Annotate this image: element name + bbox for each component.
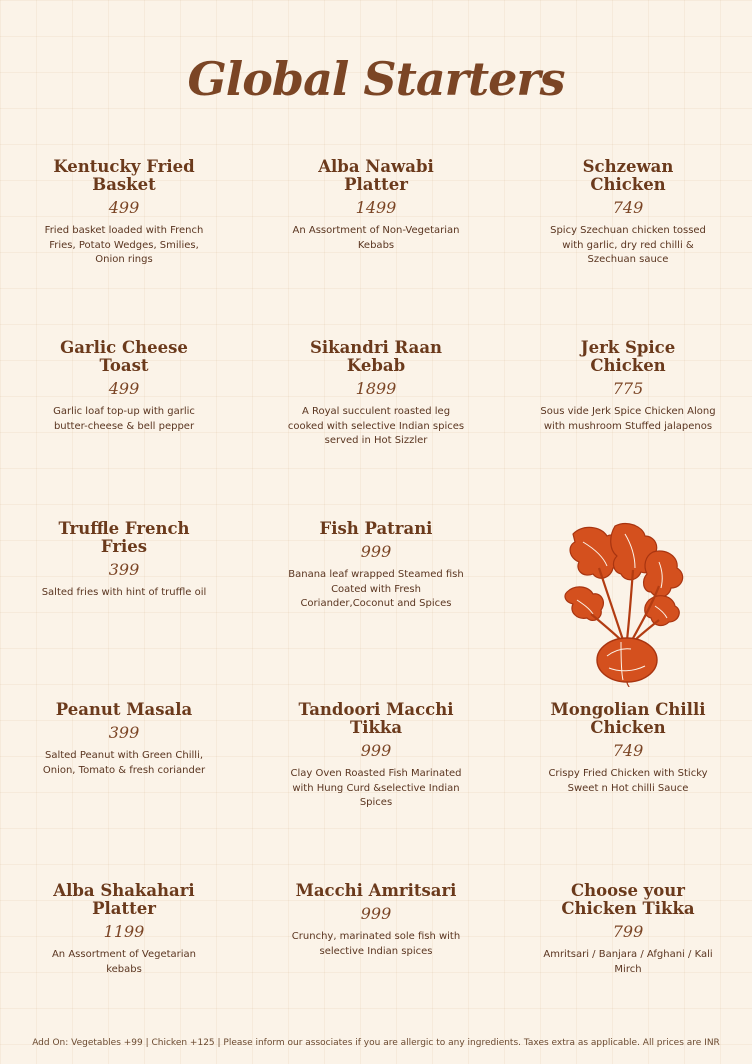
item-price: 775 bbox=[612, 379, 644, 398]
menu-item bbox=[20, 339, 228, 520]
menu-item bbox=[20, 520, 228, 701]
item-description: Spicy Szechuan chicken tossed with garlic, dry red chilli & Szechuan sauce bbox=[550, 225, 706, 265]
item-name: Kentucky Fried Basket bbox=[53, 157, 195, 194]
item-name: Alba Shakahari Platter bbox=[53, 881, 195, 918]
menu-item bbox=[272, 339, 480, 520]
item-price: 399 bbox=[108, 560, 140, 579]
item-name: Truffle French Fries bbox=[58, 519, 190, 556]
item-name: Sikandri Raan Kebab bbox=[309, 338, 443, 375]
menu-item bbox=[524, 339, 732, 520]
item-description: An Assortment of Vegetarian kebabs bbox=[51, 949, 197, 975]
item-name: Schzewan Chicken bbox=[582, 157, 674, 194]
item-description: Sous vide Jerk Spice Chicken Along with mushroom Stuffed jalapenos bbox=[540, 406, 716, 432]
item-price: 499 bbox=[108, 379, 140, 398]
item-description: Salted Peanut with Green Chilli, Onion, Tomato & fresh coriander bbox=[42, 750, 206, 776]
item-name: Garlic Cheese Toast bbox=[60, 338, 188, 375]
menu-grid bbox=[20, 158, 732, 1032]
item-price: 1899 bbox=[355, 379, 397, 398]
item-description: Garlic loaf top-up with garlic butter-cheese & bell pepper bbox=[53, 406, 195, 432]
menu-item bbox=[20, 158, 228, 339]
item-price: 749 bbox=[612, 741, 644, 760]
item-price: 499 bbox=[108, 198, 140, 217]
menu-item bbox=[524, 882, 732, 1032]
item-description: Banana leaf wrapped Steamed fish Coated with Fresh Coriander,Coconut and Spices bbox=[288, 569, 464, 609]
menu-item bbox=[524, 701, 732, 882]
item-description: A Royal succulent roasted leg cooked with selective Indian spices served in Hot Sizzler bbox=[287, 406, 465, 446]
menu-item bbox=[272, 882, 480, 1032]
item-description: Fried basket loaded with French Fries, Potato Wedges, Smilies, Onion rings bbox=[44, 225, 204, 265]
item-name: Jerk Spice Chicken bbox=[580, 338, 676, 375]
item-price: 999 bbox=[360, 904, 392, 923]
menu-item bbox=[272, 701, 480, 882]
menu-item bbox=[272, 158, 480, 339]
item-price: 399 bbox=[108, 723, 140, 742]
item-price: 999 bbox=[360, 542, 392, 561]
item-description: Crunchy, marinated sole fish with selective Indian spices bbox=[291, 931, 461, 957]
item-price: 749 bbox=[612, 198, 644, 217]
menu-title: Global Starters bbox=[187, 52, 565, 106]
beetroot-icon bbox=[563, 522, 693, 687]
item-description: Clay Oven Roasted Fish Marinated with Hung Curd &selective Indian Spices bbox=[290, 768, 462, 808]
menu-item bbox=[20, 701, 228, 882]
menu-item bbox=[20, 882, 228, 1032]
item-name: Peanut Masala bbox=[55, 700, 193, 719]
item-name: Fish Patrani bbox=[319, 519, 433, 538]
menu-item bbox=[272, 520, 480, 701]
beetroot-illustration bbox=[524, 520, 732, 701]
footer-note: Add On: Vegetables +99 | Chicken +125 | Please inform our associates if you are allergic to any ingredients. Taxes extra as applicable. All prices are INR bbox=[32, 1038, 720, 1048]
item-description: Crispy Fried Chicken with Sticky Sweet n Hot chilli Sauce bbox=[548, 768, 708, 794]
item-name: Macchi Amritsari bbox=[295, 881, 457, 900]
item-description: Amritsari / Banjara / Afghani / Kali Mirch bbox=[543, 949, 713, 975]
item-name: Choose your Chicken Tikka bbox=[561, 881, 695, 918]
item-name: Alba Nawabi Platter bbox=[318, 157, 434, 194]
item-name: Mongolian Chilli Chicken bbox=[550, 700, 706, 737]
item-description: Salted fries with hint of truffle oil bbox=[41, 587, 207, 598]
item-price: 799 bbox=[612, 922, 644, 941]
item-price: 999 bbox=[360, 741, 392, 760]
item-description: An Assortment of Non-Vegetarian Kebabs bbox=[292, 225, 460, 251]
item-price: 1499 bbox=[355, 198, 397, 217]
item-price: 1199 bbox=[103, 922, 145, 941]
menu-item bbox=[524, 158, 732, 339]
item-name: Tandoori Macchi Tikka bbox=[298, 700, 454, 737]
